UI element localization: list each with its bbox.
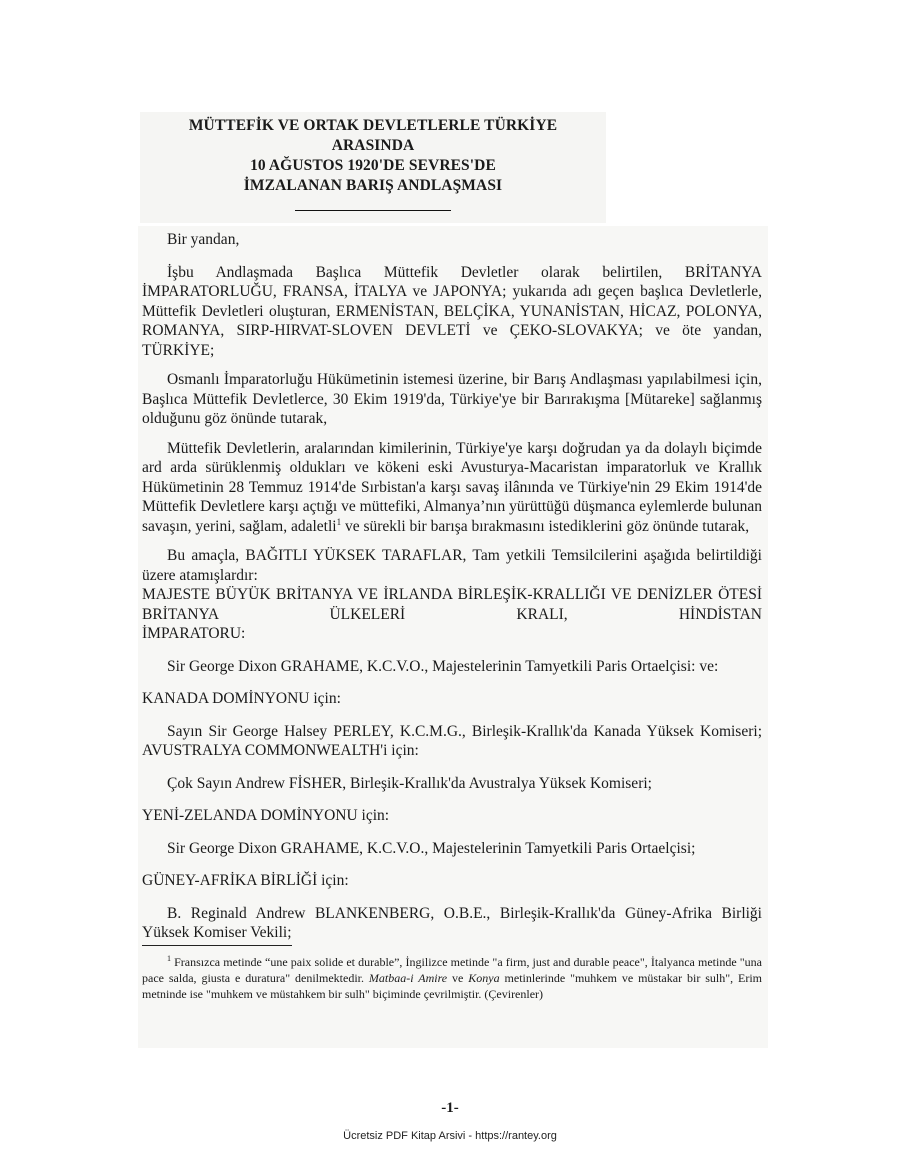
footnote-emphasis-2: Konya (468, 970, 500, 985)
paragraph-war-origins-end: ve sürekli bir barışa bırakmasını istediklerini göz önünde tutarak, (341, 517, 750, 535)
paragraph-war-origins-text: Müttefik Devletlerin, aralarından kimilerinin, Türkiye'ye karşı doğrudan ya da dolaylı biçimde ard arda sürüklenmiş oldukları ve kökeni eski Avusturya-Macaristan imparatorluk ve Krallık Hükümetinin 28 Temmuz 1914'de Sırbistan'a karşı savaş ilânında ve Türkiye'nin 29 Ekim 1914'de Müttefik Devletlere karşı açtığı ve müttefiki, Almanya’nın yürüttüğü düşmanca eylemlerde bulunan savaşın, yerini, sağlam, adaletli (142, 439, 762, 535)
footnote-text-2: ve (447, 970, 469, 985)
paragraph-opening: Bir yandan, (167, 231, 240, 248)
title-line-4: İMZALANAN BARIŞ ANDLAŞMASI (243, 177, 503, 194)
title-line-2: ARASINDA (331, 137, 415, 154)
paragraph-king-title: MAJESTE BÜYÜK BRİTANYA VE İRLANDA BİRLEŞİK-KRALLIĞI VE DENİZLER ÖTESİ BRİTANYA ÜLKELERİ KRALI, HİNDİSTAN (142, 586, 762, 623)
heading-new-zealand: YENİ-ZELANDA DOMİNYONU için: (142, 807, 390, 824)
source-footer: Ücretsiz PDF Kitap Arsivi - https://rantey.org (343, 1130, 557, 1142)
paragraph-war-origins (142, 439, 762, 537)
footnote (142, 954, 762, 1002)
paragraph-emperor: İMPARATORU: (142, 625, 246, 642)
document-body (138, 226, 768, 1048)
heading-canada: KANADA DOMİNYONU için: (142, 690, 341, 707)
paragraph-grahame: Sir George Dixon GRAHAME, K.C.V.O., Majestelerinin Tamyetkili Paris Ortaelçisi: ve: (167, 657, 719, 675)
heading-south-africa: GÜNEY-AFRİKA BİRLİĞİ için: (142, 872, 349, 889)
document-title (140, 112, 606, 223)
footnote-divider (142, 945, 292, 946)
paragraph-plenipotentiaries: Bu amaçla, BAĞITLI YÜKSEK TARAFLAR, Tam yetkili Temsilcilerini aşağıda belirtildiği üzere atamışlardır: (142, 547, 762, 584)
paragraph-blankenberg: B. Reginald Andrew BLANKENBERG, O.B.E., Birleşik-Krallık'da Güney-Afrika Birliği Yüksek Komiser Vekili; (142, 904, 762, 941)
footnote-text-3: metinlerinde "muhkem ve müstakar bir sulh", Erim metninde ise "muhkem ve müstahkem bir sulh" biçiminde çevrilmiştir. (Çevirenler) (142, 970, 763, 1001)
footnote-reference: 1 (336, 516, 342, 527)
page-number: -1- (441, 1100, 459, 1116)
footnote-text: Fransızca metinde “une paix solide et durable”, İngilizce metinde "a firm, just and durable peace", İtalyanca metinde "una pace salda, giusta e duratura" denilmektedir. (142, 954, 762, 985)
title-divider (295, 210, 451, 211)
paragraph-perley: Sayın Sir George Halsey PERLEY, K.C.M.G., Birleşik-Krallık'da Kanada Yüksek Komiseri; AVUSTRALYA COMMONWEALTH'i için: (142, 722, 762, 759)
paragraph-allied-powers: İşbu Andlaşmada Başlıca Müttefik Devletler olarak belirtilen, BRİTANYA İMPARATORLUĞU, FRANSA, İTALYA ve JAPONYA; yukarıda adı geçen başlıca Devletlerle, Müttefik Devletleri oluşturan, ERMENİSTAN, BELÇİKA, YUNANİSTAN, HİCAZ, POLONYA, ROMANYA, SIRP-HIRVAT-SLOVEN DEVLETİ ve ÇEKO-SLOVAKYA; ve öte yandan, TÜRKİYE; (142, 263, 762, 359)
title-line-1: MÜTTEFİK VE ORTAK DEVLETLERLE TÜRKİYE (188, 117, 558, 134)
title-line-3: 10 AĞUSTOS 1920'DE SEVRES'DE (250, 157, 496, 174)
paragraph-fisher: Çok Sayın Andrew FİSHER, Birleşik-Krallık'da Avustralya Yüksek Komiseri; (167, 774, 652, 792)
paragraph-armistice: Osmanlı İmparatorluğu Hükümetinin istemesi üzerine, bir Barış Andlaşması yapılabilmesi için, Başlıca Müttefik Devletlerce, 30 Ekim 1919'da, Türkiye'ye bir Barırakışma [Mütareke] sağlanmış olduğunu göz önünde tutarak, (142, 371, 762, 427)
footnote-marker: 1 (167, 953, 171, 963)
footnote-emphasis-1: Matbaa-i Amire (368, 970, 448, 985)
paragraph-grahame-nz: Sir George Dixon GRAHAME, K.C.V.O., Majestelerinin Tamyetkili Paris Ortaelçisi; (167, 839, 696, 857)
